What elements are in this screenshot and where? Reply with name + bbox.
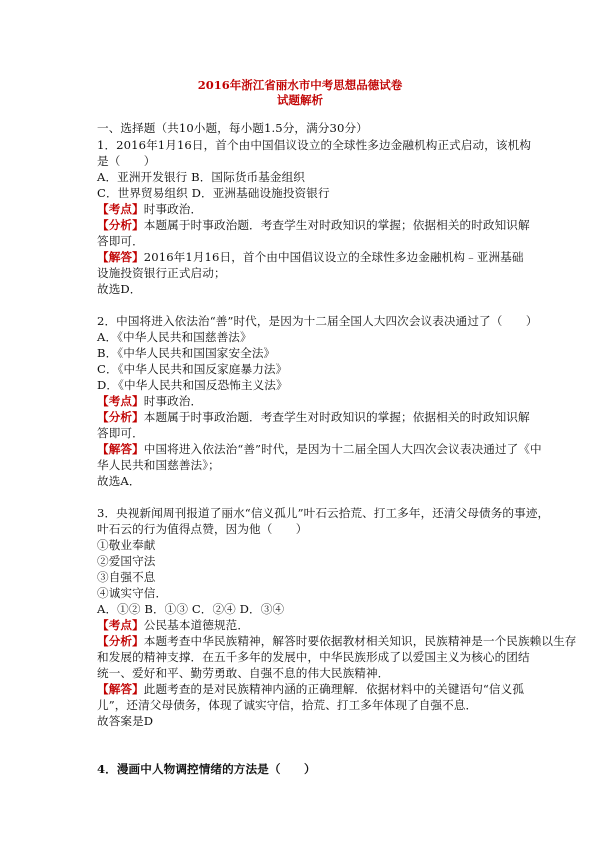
kaodian-tag: 【考点】: [97, 202, 144, 216]
q3-answer: 故答案是D: [97, 714, 154, 728]
q1-fenxi-text-1: 本题属于时事政治题．考查学生对时政知识的掌握；依据相关的时政知识解: [143, 218, 530, 232]
q4-stem: 4．漫画中人物调控情绪的方法是（ ）: [97, 762, 316, 776]
kaodian-tag: 【考点】: [97, 618, 144, 632]
q3-stem-line-2: 叶石云的行为值得点赞，因为他（ ）: [97, 522, 308, 536]
q3-stem-line-1: 3．央视新闻周刊报道了丽水“信义孤儿”叶石云拾荒、打工多年，还清父母债务的事迹，: [97, 506, 550, 520]
kaodian-tag: 【考点】: [97, 394, 144, 408]
q2-jieda-text-1: 中国将进入依法治“善”时代，是因为十二届全国人大四次会议表决通过了《中: [143, 442, 542, 456]
q3-kaodian: [97, 617, 517, 633]
q3-fenxi: [97, 633, 577, 649]
q2-answer: 故选A．: [97, 474, 141, 488]
exam-subtitle: 试题解析: [277, 93, 323, 107]
q2-jieda: [97, 441, 542, 457]
q3-jieda-text-1: 此题考查的是对民族精神内涵的正确理解．依据材料中的关键语句“信义孤: [143, 682, 525, 696]
q2-stem: 2．中国将进入依法治“善”时代，是因为十二届全国人大四次会议表决通过了（ ）: [97, 314, 538, 328]
q2-option-d: D．《中华人民共和国反恐怖主义法》: [97, 378, 288, 392]
q3-item-3: ③自强不息: [97, 570, 156, 584]
q2-fenxi-text-2: 答即可．: [97, 426, 144, 440]
q3-item-1: ①敬业奉献: [97, 538, 156, 552]
q2-kaodian: [97, 393, 517, 409]
q3-fenxi-text-2: 和发展的精神支撑．在五千多年的发展中，中华民族形成了以爱国主义为核心的团结: [97, 650, 530, 664]
fenxi-tag: 【分析】: [97, 634, 144, 648]
q2-option-c: C．《中华人民共和国反家庭暴力法》: [97, 362, 288, 376]
q1-stem-line-2: 是（ ）: [97, 154, 156, 168]
q3-options: A．①② B．①③ C．②④ D．③④: [97, 602, 285, 616]
q1-option-line-2: C．世界贸易组织 D．亚洲基础设施投资银行: [97, 186, 330, 200]
q2-kaodian-text: 时事政治．: [143, 394, 203, 408]
fenxi-tag: 【分析】: [97, 218, 144, 232]
q1-kaodian: [97, 201, 517, 217]
exam-title: 2016年浙江省丽水市中考思想品德试卷: [197, 78, 403, 92]
q1-jieda-text-1: 2016年1月16日，首个由中国倡议设立的全球性多边金融机构﹣亚洲基础: [143, 250, 524, 264]
q1-jieda-text-2: 设施投资银行正式启动；: [97, 266, 226, 280]
q2-option-a: A．《中华人民共和国慈善法》: [97, 330, 252, 344]
q3-fenxi-text-1: 本题考查中华民族精神，解答时要依据教材相关知识，民族精神是一个民族赖以生存: [143, 634, 577, 648]
q2-fenxi: [97, 409, 530, 425]
section-heading: 一、选择题（共10小题，每小题1.5分，满分30分）: [97, 121, 368, 135]
q2-option-b: B．《中华人民共和国国家安全法》: [97, 346, 276, 360]
q1-answer: 故选D．: [97, 282, 142, 296]
q2-fenxi-text-1: 本题属于时事政治题．考查学生对时政知识的掌握；依据相关的时政知识解: [143, 410, 530, 424]
q1-jieda: [97, 249, 524, 265]
q1-kaodian-text: 时事政治．: [143, 202, 203, 216]
fenxi-tag: 【分析】: [97, 410, 144, 424]
q3-fenxi-text-3: 统一、爱好和平、勤劳勇敢、自强不息的伟大民族精神．: [97, 666, 390, 680]
jieda-tag: 【解答】: [97, 250, 144, 264]
q2-jieda-text-2: 华人民共和国慈善法》；: [97, 458, 220, 472]
jieda-tag: 【解答】: [97, 442, 144, 456]
jieda-tag: 【解答】: [97, 682, 144, 696]
q3-kaodian-text: 公民基本道德规范．: [143, 618, 250, 632]
q1-option-line-1: A．亚洲开发银行 B．国际货币基金组织: [97, 170, 305, 184]
q1-stem-line-1: 1．2016年1月16日，首个由中国倡议设立的全球性多边金融机构正式启动，该机构: [97, 138, 532, 152]
q3-item-4: ④诚实守信．: [97, 586, 168, 600]
q3-jieda-text-2: 儿”，还清父母债务，体现了诚实守信，拾荒、打工多年体现了自强不息．: [97, 698, 478, 712]
q1-fenxi: [97, 217, 530, 233]
q3-jieda: [97, 681, 525, 697]
q3-item-2: ②爱国守法: [97, 554, 156, 568]
q1-fenxi-text-2: 答即可．: [97, 234, 144, 248]
